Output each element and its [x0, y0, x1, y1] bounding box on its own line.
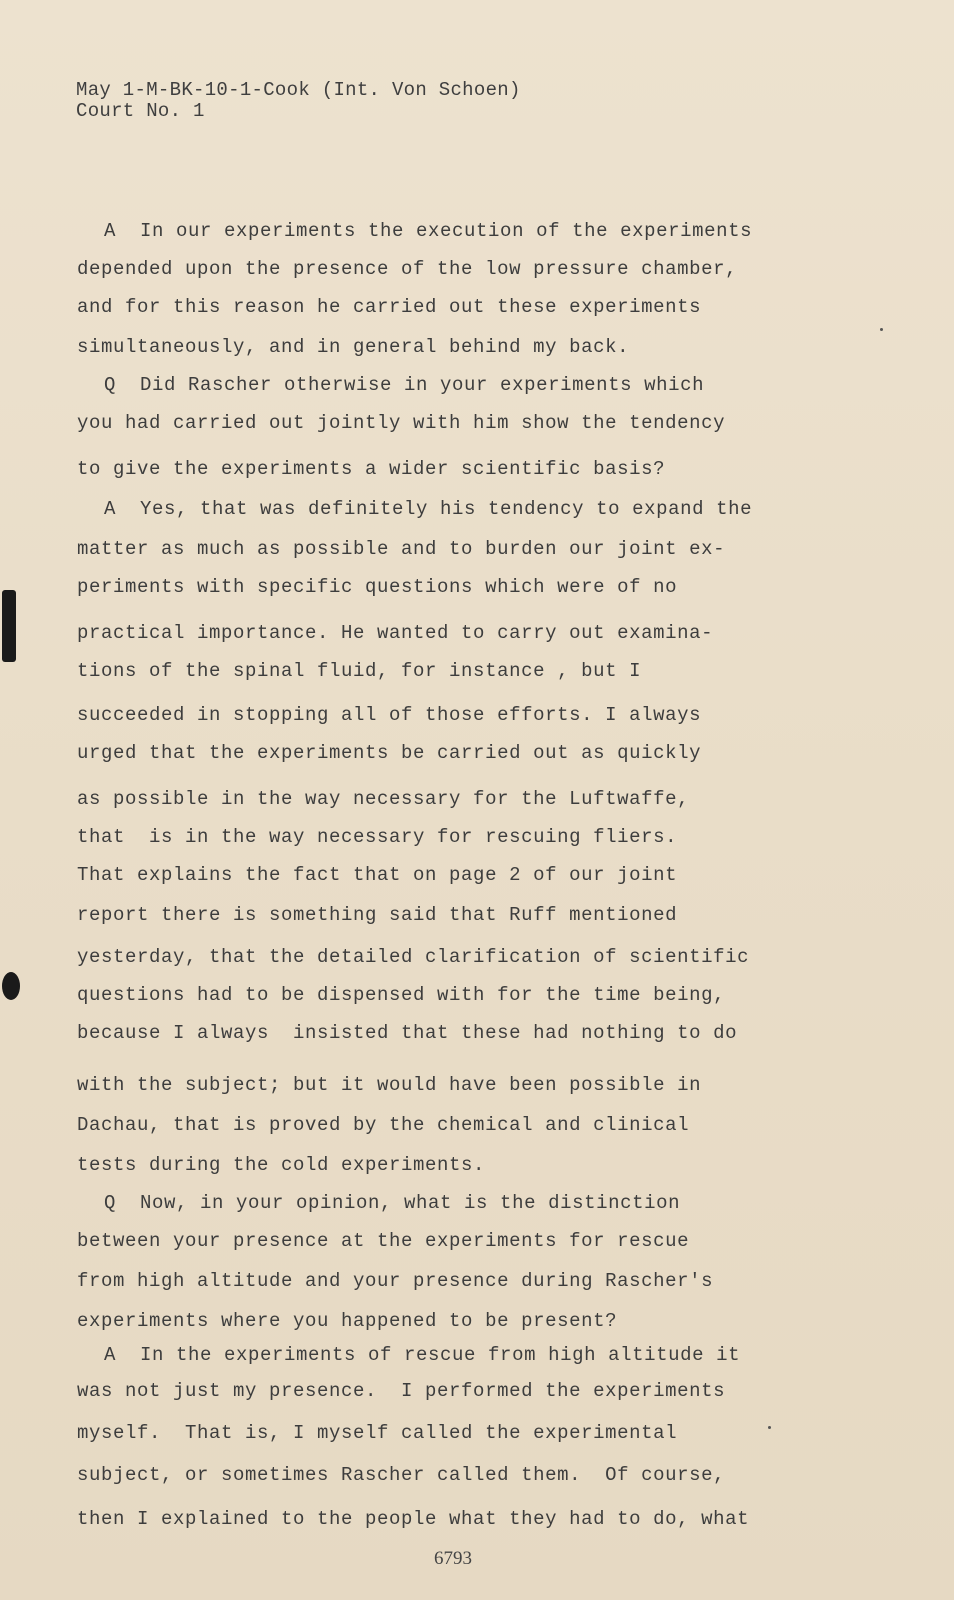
transcript-line: A In the experiments of rescue from high altitude it: [104, 1344, 741, 1366]
transcript-line: matter as much as possible and to burden our joint ex-: [77, 538, 726, 560]
transcript-line: A In our experiments the execution of the experiments: [104, 220, 753, 242]
transcript-line: subject, or sometimes Rascher called them. Of course,: [77, 1464, 726, 1486]
transcript-line: and for this reason he carried out these experiments: [77, 296, 702, 318]
transcript-line: between your presence at the experiments for rescue: [77, 1230, 690, 1252]
paper-speck: [768, 1426, 771, 1429]
header-court-number: Court No. 1: [76, 100, 205, 122]
transcript-line: succeeded in stopping all of those efforts. I always: [77, 704, 702, 726]
transcript-line: yesterday, that the detailed clarification of scientific: [77, 946, 750, 968]
transcript-line: that is in the way necessary for rescuing fliers.: [77, 826, 678, 848]
transcript-line: tests during the cold experiments.: [77, 1154, 486, 1176]
transcript-line: to give the experiments a wider scientific basis?: [77, 458, 666, 480]
transcript-line: questions had to be dispensed with for the time being,: [77, 984, 726, 1006]
transcript-line: depended upon the presence of the low pressure chamber,: [77, 258, 738, 280]
transcript-line: as possible in the way necessary for the Luftwaffe,: [77, 788, 690, 810]
transcript-line: with the subject; but it would have been possible in: [77, 1074, 702, 1096]
transcript-line: Dachau, that is proved by the chemical and clinical: [77, 1114, 690, 1136]
transcript-line: was not just my presence. I performed the experiments: [77, 1380, 726, 1402]
transcript-line: urged that the experiments be carried out as quickly: [77, 742, 702, 764]
binding-hole-mark: [2, 590, 16, 662]
header-case-reference: May 1-M-BK-10-1-Cook (Int. Von Schoen): [76, 79, 521, 101]
transcript-line: tions of the spinal fluid, for instance , but I: [77, 660, 642, 682]
document-header: [76, 80, 521, 122]
transcript-line: because I always insisted that these had nothing to do: [77, 1022, 738, 1044]
transcript-line: you had carried out jointly with him show the tendency: [77, 412, 726, 434]
transcript-line: then I explained to the people what they had to do, what: [77, 1508, 750, 1530]
transcript-line: practical importance. He wanted to carry out examina-: [77, 622, 714, 644]
paper-speck: [880, 328, 883, 331]
transcript-line: myself. That is, I myself called the experimental: [77, 1422, 678, 1444]
transcript-line: Q Did Rascher otherwise in your experiments which: [104, 374, 705, 396]
transcript-line: simultaneously, and in general behind my back.: [77, 336, 630, 358]
transcript-line: from high altitude and your presence during Rascher's: [77, 1270, 714, 1292]
binding-hole-mark: [2, 972, 20, 1000]
transcript-line: report there is something said that Ruff mentioned: [77, 904, 678, 926]
transcript-line: Q Now, in your opinion, what is the distinction: [104, 1192, 681, 1214]
transcript-line: experiments where you happened to be present?: [77, 1310, 618, 1332]
transcript-line: periments with specific questions which were of no: [77, 576, 678, 598]
page-number: 6793: [434, 1548, 472, 1569]
transcript-line: That explains the fact that on page 2 of our joint: [77, 864, 678, 886]
transcript-line: A Yes, that was definitely his tendency to expand the: [104, 498, 753, 520]
